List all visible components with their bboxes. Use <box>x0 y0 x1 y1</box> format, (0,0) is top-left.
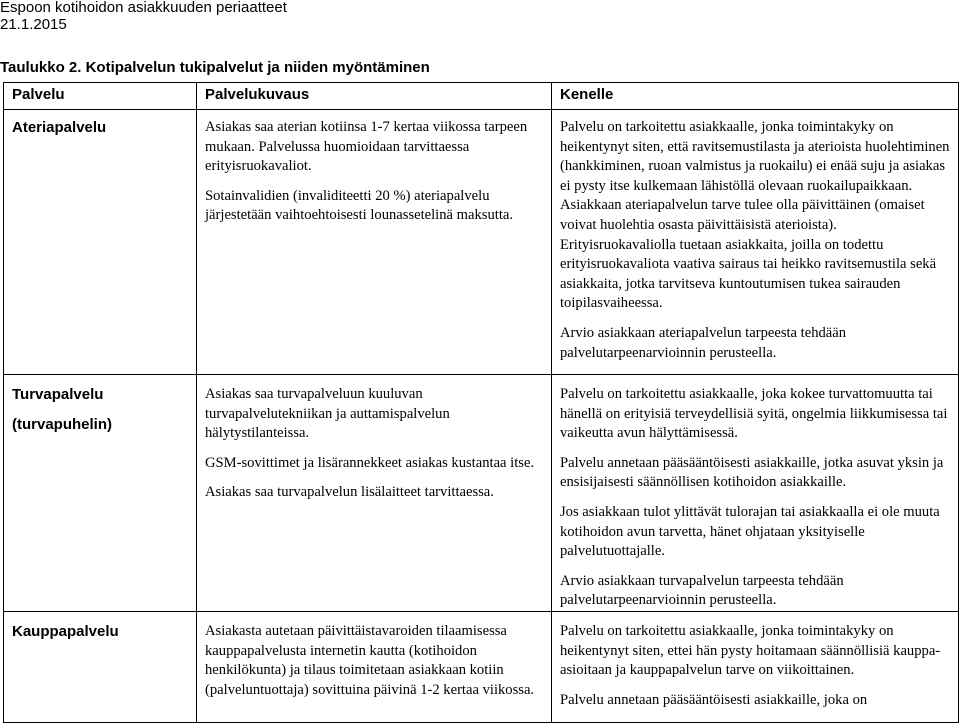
document-date: 21.1.2015 <box>0 16 67 33</box>
service-name: Turvapalvelu <box>12 386 104 403</box>
service-name: Kauppapalvelu <box>12 622 119 640</box>
column-header-description: Palvelukuvaus <box>197 83 552 110</box>
service-target-cell <box>552 375 959 612</box>
table-row-turvapalvelu <box>4 375 959 612</box>
service-target-cell <box>552 110 959 375</box>
target-paragraph: Palvelu on tarkoitettu asiakkaalle, jonka toimintakyky on heikentynyt siten, että ravitsemustilasta ja aterioista huolehtiminen (hankkiminen, ruoan valmistus ja ruokailu) ei enää suju ja asiakas ei pysty itse kulkemaan lähistöllä olevaan ruokailupaikkaan. Asiakkaan ateriapalvelun tarve tulee olla päivittäinen (omaiset voivat huolehtia osasta päivittäisistä aterioista). Erityisruokavaliolla tuetaan asiakkaita, joilla on todettu erityisruokavaliota vaativa sairaus tai heikko ravitsemustila sekä asiakkaita, jotka tarvitseva kuntoutumisen tukea sairauden toipilasvaiheessa. <box>560 119 950 312</box>
table-header-row <box>4 83 959 110</box>
support-services-table <box>3 82 959 723</box>
service-name: Ateriapalvelu <box>12 119 107 136</box>
target-paragraph: Palvelu annetaan pääsääntöisesti asiakkaille, jotka asuvat yksin ja ensisijaisesti säännöllisen kotihoidon asiakkaille. <box>560 454 944 491</box>
description-paragraph: Asiakas saa turvapalvelun lisälaitteet tarvittaessa. <box>205 484 494 501</box>
service-target-cell <box>552 611 959 722</box>
service-description-cell <box>197 611 552 722</box>
table-row-ateriapalvelu <box>4 110 959 375</box>
target-paragraph: Jos asiakkaan tulot ylittävät tulorajan tai asiakkaalla ei ole muuta kotihoidon avun tarvetta, hänet ohjataan yksityiselle palvelutuottajalle. <box>560 503 940 560</box>
table-row-kauppapalvelu <box>4 611 959 722</box>
document-title: Espoon kotihoidon asiakkuuden periaatteet <box>0 0 287 16</box>
target-paragraph: Arvio asiakkaan ateriapalvelun tarpeesta tehdään palvelutarpeenarvioinnin perusteella. <box>560 324 847 361</box>
table-caption: Taulukko 2. Kotipalvelun tukipalvelut ja niiden myöntäminen <box>0 59 430 76</box>
column-header-service: Palvelu <box>4 83 197 110</box>
target-paragraph: Arvio asiakkaan turvapalvelun tarpeesta tehdään palvelutarpeenarvioinnin perusteella. <box>560 572 844 609</box>
target-paragraph: Palvelu on tarkoitettu asiakkaalle, joka kokee turvattomuutta tai hänellä on erityisiä terveydellisiä syitä, ongelmia liikkumisessa tai vaikeutta avun hälyttämisessä. <box>560 386 948 442</box>
description-paragraph: GSM-sovittimet ja lisärannekkeet asiakas kustantaa itse. <box>205 454 535 471</box>
service-description-cell <box>197 110 552 375</box>
service-name-cell <box>4 611 197 722</box>
service-name-cell <box>4 375 197 612</box>
target-paragraph: Palvelu on tarkoitettu asiakkaalle, jonka toimintakyky on heikentynyt siten, ettei hän pysty hoitamaan säännöllisiä kauppa-asioitaan ja kauppapalvelun tarve on viikoittainen. <box>560 622 941 679</box>
description-paragraph: Sotainvalidien (invaliditeetti 20 %) ateriapalvelu järjestetään vaihtoehtoisesti lounassetelinä maksutta. <box>205 187 514 224</box>
service-name-cell <box>4 110 197 375</box>
description-paragraph: Asiakas saa turvapalveluun kuuluvan turvapalvelutekniikan ja auttamispalvelun hälytystilanteissa. <box>205 386 450 442</box>
column-header-target: Kenelle <box>552 83 959 110</box>
service-subname: (turvapuhelin) <box>12 415 112 433</box>
description-paragraph: Asiakas saa aterian kotiinsa 1-7 kertaa viikossa tarpeen mukaan. Palvelussa huomioidaan tarvittaessa erityisruokavaliot. <box>205 119 528 175</box>
description-paragraph: Asiakasta autetaan päivittäistavaroiden tilaamisessa kauppapalvelusta internetin kautta (kotihoidon henkilökunta) ja tilaus toimitetaan asiakkaan kotiin (palveluntuottaja) sovittuina päivinä 1-2 kertaa viikossa. <box>205 622 535 698</box>
service-description-cell <box>197 375 552 612</box>
target-paragraph: Palvelu annetaan pääsääntöisesti asiakkaille, joka on <box>560 691 868 708</box>
